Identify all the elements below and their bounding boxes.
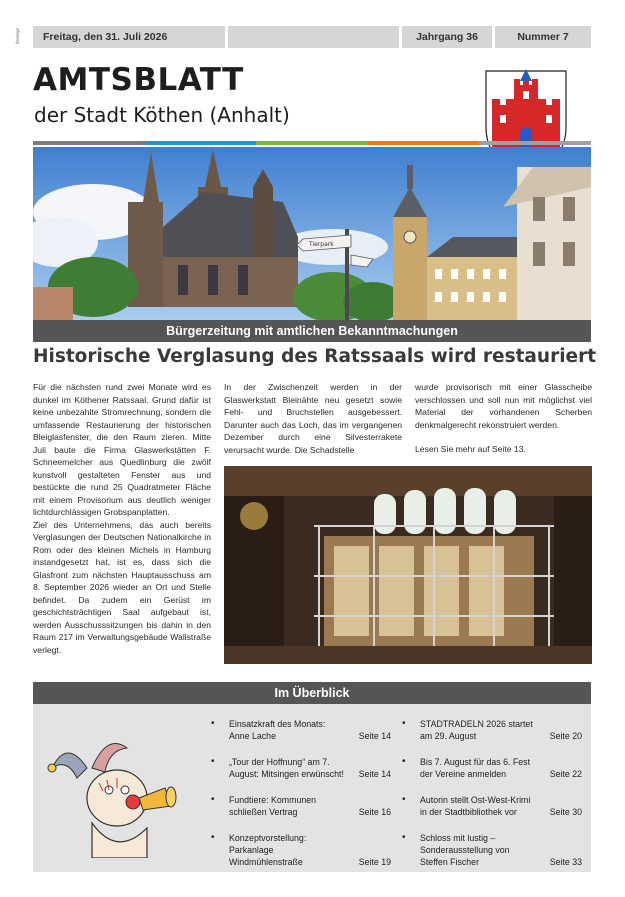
jester-mascot-icon (47, 728, 187, 858)
overview-box (33, 704, 591, 872)
overview-item-text: Einsatzkraft des Monats: Anne Lache (229, 719, 326, 741)
bullet-icon: • (402, 832, 406, 843)
overview-item-page: Seite 33 (549, 857, 582, 867)
bullet-icon: • (211, 718, 215, 729)
overview-item[interactable] (211, 832, 391, 868)
overview-item-text: Bis 7. August für das 6. Fest der Vereine anmelden (420, 757, 531, 779)
overview-item-page: Seite 14 (358, 769, 391, 779)
overview-item-text: „Tour der Hoffnung“ am 7. August: Mitsingen erwünscht! (229, 757, 344, 779)
subtitle-band: Bürgerzeitung mit amtlichen Bekanntmachungen (33, 320, 591, 342)
bullet-icon: • (211, 756, 215, 767)
issue-year: Jahrgang 36 (402, 26, 492, 48)
bullet-icon: • (402, 756, 406, 767)
overview-item[interactable] (211, 794, 391, 818)
bullet-icon: • (211, 832, 215, 843)
overview-item-page: Seite 14 (358, 731, 391, 741)
article-column-3 (415, 381, 592, 456)
issue-number: Nummer 7 (495, 26, 591, 48)
article-column-2 (224, 381, 402, 456)
hero-photo (33, 147, 591, 320)
issue-date: Freitag, den 31. Juli 2026 (33, 26, 225, 48)
overview-item[interactable] (211, 718, 391, 742)
overview-item-text: Fundtiere: Kommunen schließen Vertrag (229, 795, 317, 817)
read-more-text: Lesen Sie mehr auf Seite 13. (415, 444, 526, 454)
overview-list-left (211, 718, 391, 882)
article-paragraph: wurde provisorisch mit einer Glasscheibe verschlossen und soll nun mit möglichst viel Material der vorhandenen Scherben denkmalgerecht rekonstruiert werden. (415, 382, 592, 430)
overview-item-text: STADTRADELN 2026 startet am 29. August (420, 719, 533, 741)
overview-item-page: Seite 16 (358, 807, 391, 817)
overview-title-band: Im Überblick (33, 682, 591, 704)
overview-item-page: Seite 20 (549, 731, 582, 741)
overview-item-text: Autorin stellt Ost-West-Krimi in der Stadtbibliothek vor (420, 795, 531, 817)
overview-item[interactable] (402, 794, 582, 818)
signpost-label: Tierpark (309, 241, 334, 248)
article-headline: Historische Verglasung des Ratssaals wird restauriert (33, 346, 597, 367)
header-bar (33, 26, 591, 48)
article-column-1 (33, 381, 211, 656)
header-spacer (228, 26, 399, 48)
overview-item-page: Seite 22 (549, 769, 582, 779)
overview-item[interactable] (211, 756, 391, 780)
masthead-title: AMTSBLATT (33, 62, 244, 98)
overview-item[interactable] (402, 756, 582, 780)
overview-item-page: Seite 19 (358, 857, 391, 867)
overview-list-right (402, 718, 582, 882)
overview-item-page: Seite 30 (549, 807, 582, 817)
bullet-icon: • (211, 794, 215, 805)
color-stripes (33, 141, 591, 145)
article-paragraph: In der Zwischenzeit werden in der Glaswerkstatt Bleinähte neu gesetzt sowie Fehl- und Bruchstellen ausgebessert. Darunter auch das Loch, das im vergangenen Dezember durch eine Silvesterrakete verursacht wurde. Die Schadstelle (224, 382, 402, 455)
side-note: Anzeige (15, 28, 20, 44)
bullet-icon: • (402, 718, 406, 729)
masthead-subtitle: der Stadt Köthen (Anhalt) (34, 103, 290, 127)
ratssaal-photo (224, 466, 592, 664)
overview-item[interactable] (402, 718, 582, 742)
bullet-icon: • (402, 794, 406, 805)
article-paragraph: Für die nächsten rund zwei Monate wird es dunkel im Köthener Ratssaal. Grund dafür ist keine unbezahlte Stromrechnung, sondern die umfassende Restaurierung der historischen Bleiglasfenster, die den Raum zieren. Mitte Juli baute die Firma Glaswerkstätten F. Schneemelcher aus Quedlinburg die zwölf kunstvoll gestalteten Fenster aus und bestückte die rund 25 Quadratmeter Fläche mit einem Provisorium aus deutlich weniger lichtdurchlässigen Grobspanplatten. (33, 382, 211, 517)
article-paragraph: Ziel des Unternehmens, das auch bereits Verglasungen der Deutschen Nationalkirche in Rom oder des kleinen Michels in Hamburg instandgesetzt hat, ist es, dass sich die Glasfront zum nächsten Hauptausschuss am 8. September 2026 wieder an Ort und Stelle befindet. Da zudem ein Gerüst im geschichtsträchtigen Saal aufgebaut ist, werden Ausschusssitzungen bis dahin in den Raum 217 im Verwaltungsgebäude Wallstraße verlegt. (33, 519, 211, 655)
overview-item-text: Konzeptvorstellung: Parkanlage Windmühlenstraße (229, 833, 307, 867)
overview-item[interactable] (402, 832, 582, 868)
overview-item-text: Schloss mit lustig – Sonderausstellung von Steffen Fischer (420, 833, 510, 867)
